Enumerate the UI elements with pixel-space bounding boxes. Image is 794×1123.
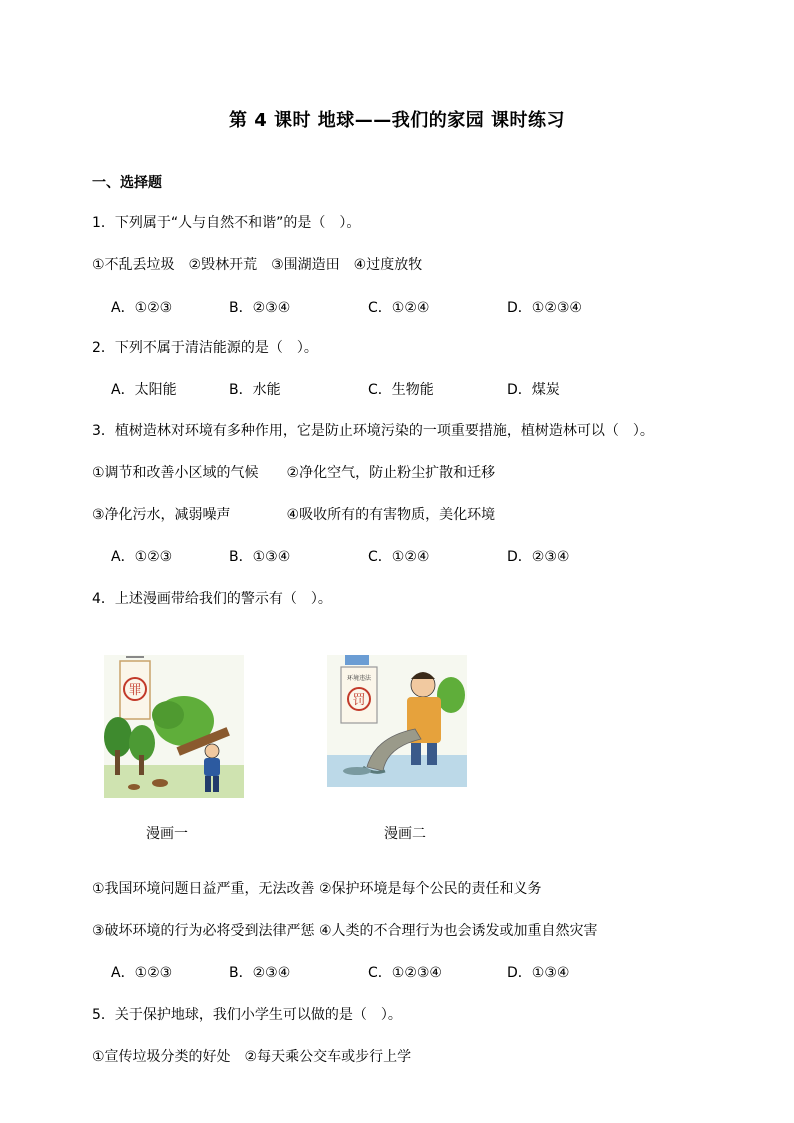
question-4-items-1: ①我国环境问题日益严重，无法改善 ②保护环境是每个公民的责任和义务 [92,881,542,897]
question-2-option-b: B．水能 [229,382,281,398]
comic-two-sign-text: 罚 [352,693,366,708]
question-4-option-d: D．①③④ [507,965,570,981]
question-3-items-1: ①调节和改善小区域的气候 ②净化空气，防止粉尘扩散和迁移 [92,465,496,481]
question-1-option-b: B．②③④ [229,300,291,316]
question-1-option-a: A．①②③ [111,300,173,316]
question-4-items-2: ③破坏环境的行为必将受到法律严惩 ④人类的不合理行为也会诱发或加重自然灾害 [92,923,598,939]
question-1-option-c: C．①②④ [368,300,430,316]
question-2-option-a: A．太阳能 [111,382,177,398]
question-4-option-c: C．①②③④ [368,965,442,981]
question-4-option-b: B．②③④ [229,965,291,981]
question-3-option-b: B．①③④ [229,549,291,565]
section-heading: 一、选择题 [92,175,162,191]
question-3-option-c: C．①②④ [368,549,430,565]
question-2-stem: 2．下列不属于清洁能源的是（ ）。 [92,340,318,356]
question-5-items: ①宣传垃圾分类的好处 ②每天乘公交车或步行上学 [92,1049,412,1065]
comic-one-illustration [104,655,244,798]
question-4-option-a: A．①②③ [111,965,173,981]
question-2-option-c: C．生物能 [368,382,434,398]
question-1-stem: 1．下列属于“人与自然不和谐”的是（ ）。 [92,215,361,231]
question-3-option-d: D．②③④ [507,549,570,565]
question-1-option-d: D．①②③④ [507,300,582,316]
comic-one-caption: 漫画一 [146,826,188,842]
comic-one-sign-text: 罪 [128,683,142,698]
comic-two-caption: 漫画二 [384,826,426,842]
question-2-option-d: D．煤炭 [507,382,560,398]
question-1-items: ①不乱丢垃圾 ②毁林开荒 ③围湖造田 ④过度放牧 [92,257,423,273]
comic-two-sign-header: 环境违法 [346,675,372,682]
page-title: 第 4 课时 地球——我们的家园 课时练习 [228,110,566,131]
question-3-option-a: A．①②③ [111,549,173,565]
question-5-stem: 5．关于保护地球，我们小学生可以做的是（ ）。 [92,1007,402,1023]
comic-two-illustration [327,655,467,787]
question-3-items-2: ③净化污水，减弱噪声 ④吸收所有的有害物质，美化环境 [92,507,496,523]
question-3-stem: 3．植树造林对环境有多种作用，它是防止环境污染的一项重要措施，植树造林可以（ ）。 [92,423,654,439]
question-4-stem: 4．上述漫画带给我们的警示有（ ）。 [92,591,332,607]
